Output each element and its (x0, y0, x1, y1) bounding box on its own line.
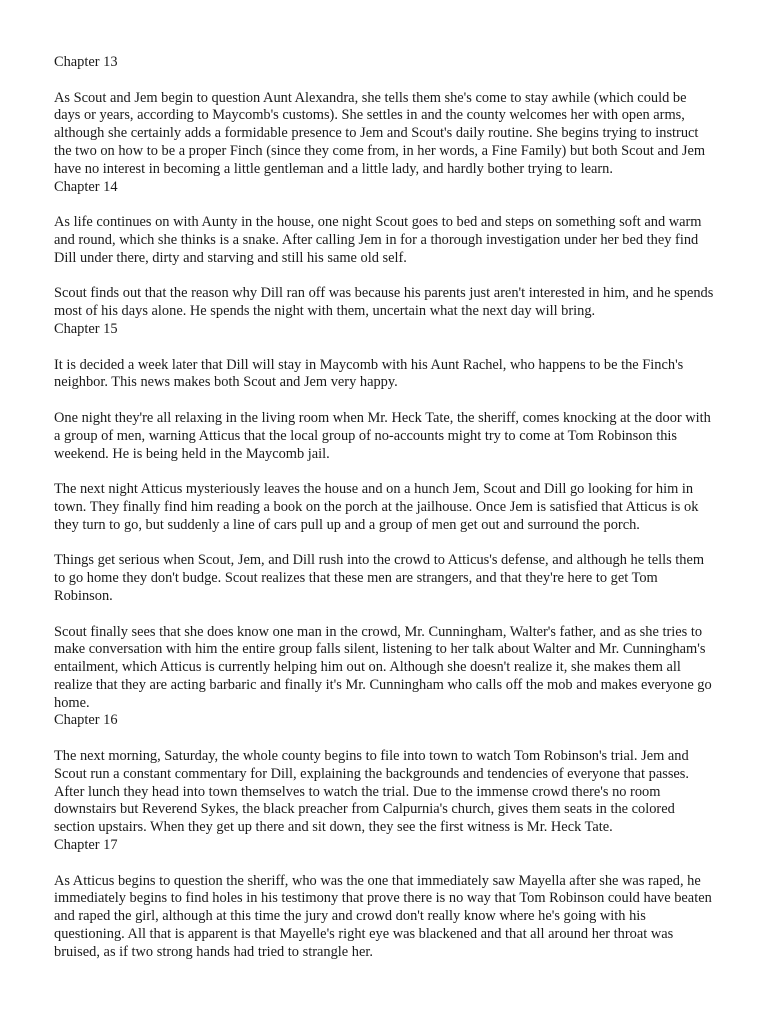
chapter-17-paragraph: As Atticus begins to question the sheriff, who was the one that immediately saw Mayella after she was raped, he immediately begins to find holes in his testimony that prove there is no way that Tom Robinson could have beaten and raped the girl, although at this time the jury and crowd don't really know where he's going with his questioning. All that is apparent is that Mayelle's right eye was blackened and that all around her throat was bruised, as if two strong hands had tried to strangle her. (54, 872, 712, 960)
chapter-15-paragraph: One night they're all relaxing in the living room when Mr. Heck Tate, the sheriff, comes knocking at the door with a group of men, warning Atticus that the local group of no-accounts might try to come at Tom Robinson this weekend. He is being held in the Maycomb jail. (54, 409, 711, 462)
chapter-14-paragraph: Scout finds out that the reason why Dill ran off was because his parents just aren't interested in him, and he spends most of his days alone. He spends the night with them, uncertain what the next day will bring. (54, 285, 714, 320)
chapter-13-heading: Chapter 13 (54, 54, 118, 70)
document-page (54, 54, 716, 962)
chapter-16-heading: Chapter 16 (54, 712, 118, 729)
chapter-16-paragraph: The next morning, Saturday, the whole county begins to file into town to watch Tom Robinson's trial. Jem and Scout run a constant commentary for Dill, explaining the backgrounds and tendencies of everyone that passes. After lunch they head into town themselves to watch the trial. Due to the immense crowd there's no room downstairs but Reverend Sykes, the black preacher from Calpurnia's church, gives them seats in the colored section upstairs. When they get up there and sit down, they see the first witness is Mr. Heck Tate. (54, 748, 690, 836)
chapter-14-paragraph: As life continues on with Aunty in the house, one night Scout goes to bed and steps on something soft and warm and round, which she thinks is a snake. After calling Jem in for a thorough investigation under her bed they find Dill under there, dirty and starving and still his same old self. (54, 214, 702, 266)
chapter-17-heading: Chapter 17 (54, 837, 118, 854)
chapter-15-paragraph: It is decided a week later that Dill will stay in Maycomb with his Aunt Rachel, who happens to be the Finch's neighbor. This news makes both Scout and Jem very happy. (54, 356, 684, 391)
chapter-15-paragraph: Scout finally sees that she does know one man in the crowd, Mr. Cunningham, Walter's father, and as she tries to make conversation with him the entire group falls silent, listening to her talk about Walter and Mr. Cunningham's entailment, which Atticus is currently helping him out on. Although she doesn't realize it, she makes them all realize that they are acting barbaric and finally it's Mr. Cunningham who calls off the mob and makes everyone go home. (54, 623, 712, 711)
chapter-15-paragraph: Things get serious when Scout, Jem, and Dill rush into the crowd to Atticus's defense, and although he tells them to go home they don't budge. Scout realizes that these men are strangers, and that they're here to get Tom Robinson. (54, 552, 705, 604)
chapter-15-heading: Chapter 15 (54, 320, 118, 337)
chapter-15-paragraph: The next night Atticus mysteriously leaves the house and on a hunch Jem, Scout and Dill go looking for him in town. They finally find him reading a book on the porch at the jailhouse. Once Jem is satisfied that Atticus is ok they turn to go, but suddenly a line of cars pull up and a group of men get out and surround the porch. (54, 481, 699, 533)
chapter-13-paragraph: As Scout and Jem begin to question Aunt Alexandra, she tells them she's come to stay awhile (which could be days or years, according to Maycomb's customs). She settles in and the county welcomes her with open arms, although she certainly adds a formidable presence to Jem and Scout's daily routine. She begins trying to instruct the two on how to be a proper Finch (since they come from, in her words, a Fine Family) but both Scout and Jem have no interest in becoming a little gentleman and a little lady, and hardly bother trying to learn. (54, 89, 706, 177)
chapter-14-heading: Chapter 14 (54, 178, 118, 195)
